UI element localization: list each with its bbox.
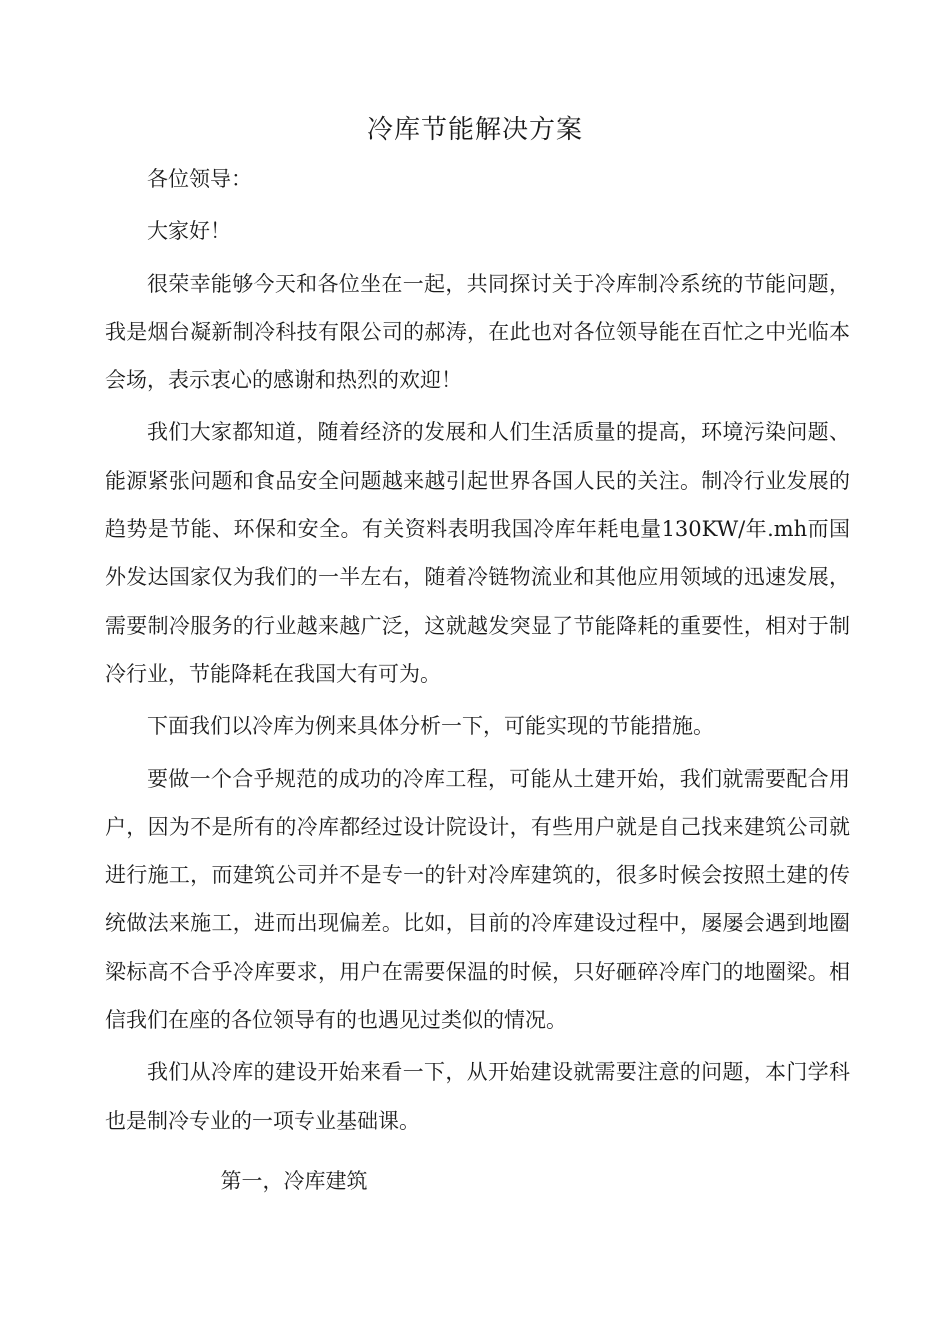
- salutation: 各位领导：: [147, 167, 252, 191]
- greeting: 大家好！: [147, 219, 231, 244]
- document-body: [105, 155, 850, 1205]
- document-title: 冷库节能解决方案: [366, 115, 583, 145]
- paragraph-basics: 我们从冷库的建设开始来看一下，从开始建设就需要注意的问题，本门学科也是制冷专业的一项专业基础课。: [105, 1060, 850, 1133]
- paragraph-background: 我们大家都知道，随着经济的发展和人们生活质量的提高，环境污染问题、能源紧张问题和食品安全问题越来越引起世界各国人民的关注。制冷行业发展的趋势是节能、环保和安全。有关资料表明我国冷库年耗电量130KW/年.mh而国外发达国家仅为我们的一半左右，随着冷链物流业和其他应用领域的迅速发展，需要制冷服务的行业越来越广泛，这就越发突显了节能降耗的重要性，相对于制冷行业，节能降耗在我国大有可为。: [105, 420, 850, 686]
- paragraph-example: 下面我们以冷库为例来具体分析一下，可能实现的节能措施。: [147, 714, 714, 739]
- paragraph-intro: 很荣幸能够今天和各位坐在一起，共同探讨关于冷库制冷系统的节能问题，我是烟台凝新制冷科技有限公司的郝涛，在此也对各位领导能在百忙之中光临本会场，表示衷心的感谢和热烈的欢迎！: [105, 271, 850, 393]
- paragraph-construction: 要做一个合乎规范的成功的冷库工程，可能从土建开始，我们就需要配合用户，因为不是所有的冷库都经过设计院设计，有些用户就是自己找来建筑公司就进行施工，而建筑公司并不是专一的针对冷库建筑的，很多时候会按照土建的传统做法来施工，进而出现偏差。比如，目前的冷库建设过程中，屡屡会遇到地圈梁标高不合乎冷库要求，用户在需要保温的时候，只好砸碎冷库门的地圈梁。相信我们在座的各位领导有的也遇见过类似的情况。: [105, 766, 850, 1033]
- section-heading: 第一，冷库建筑: [220, 1168, 368, 1193]
